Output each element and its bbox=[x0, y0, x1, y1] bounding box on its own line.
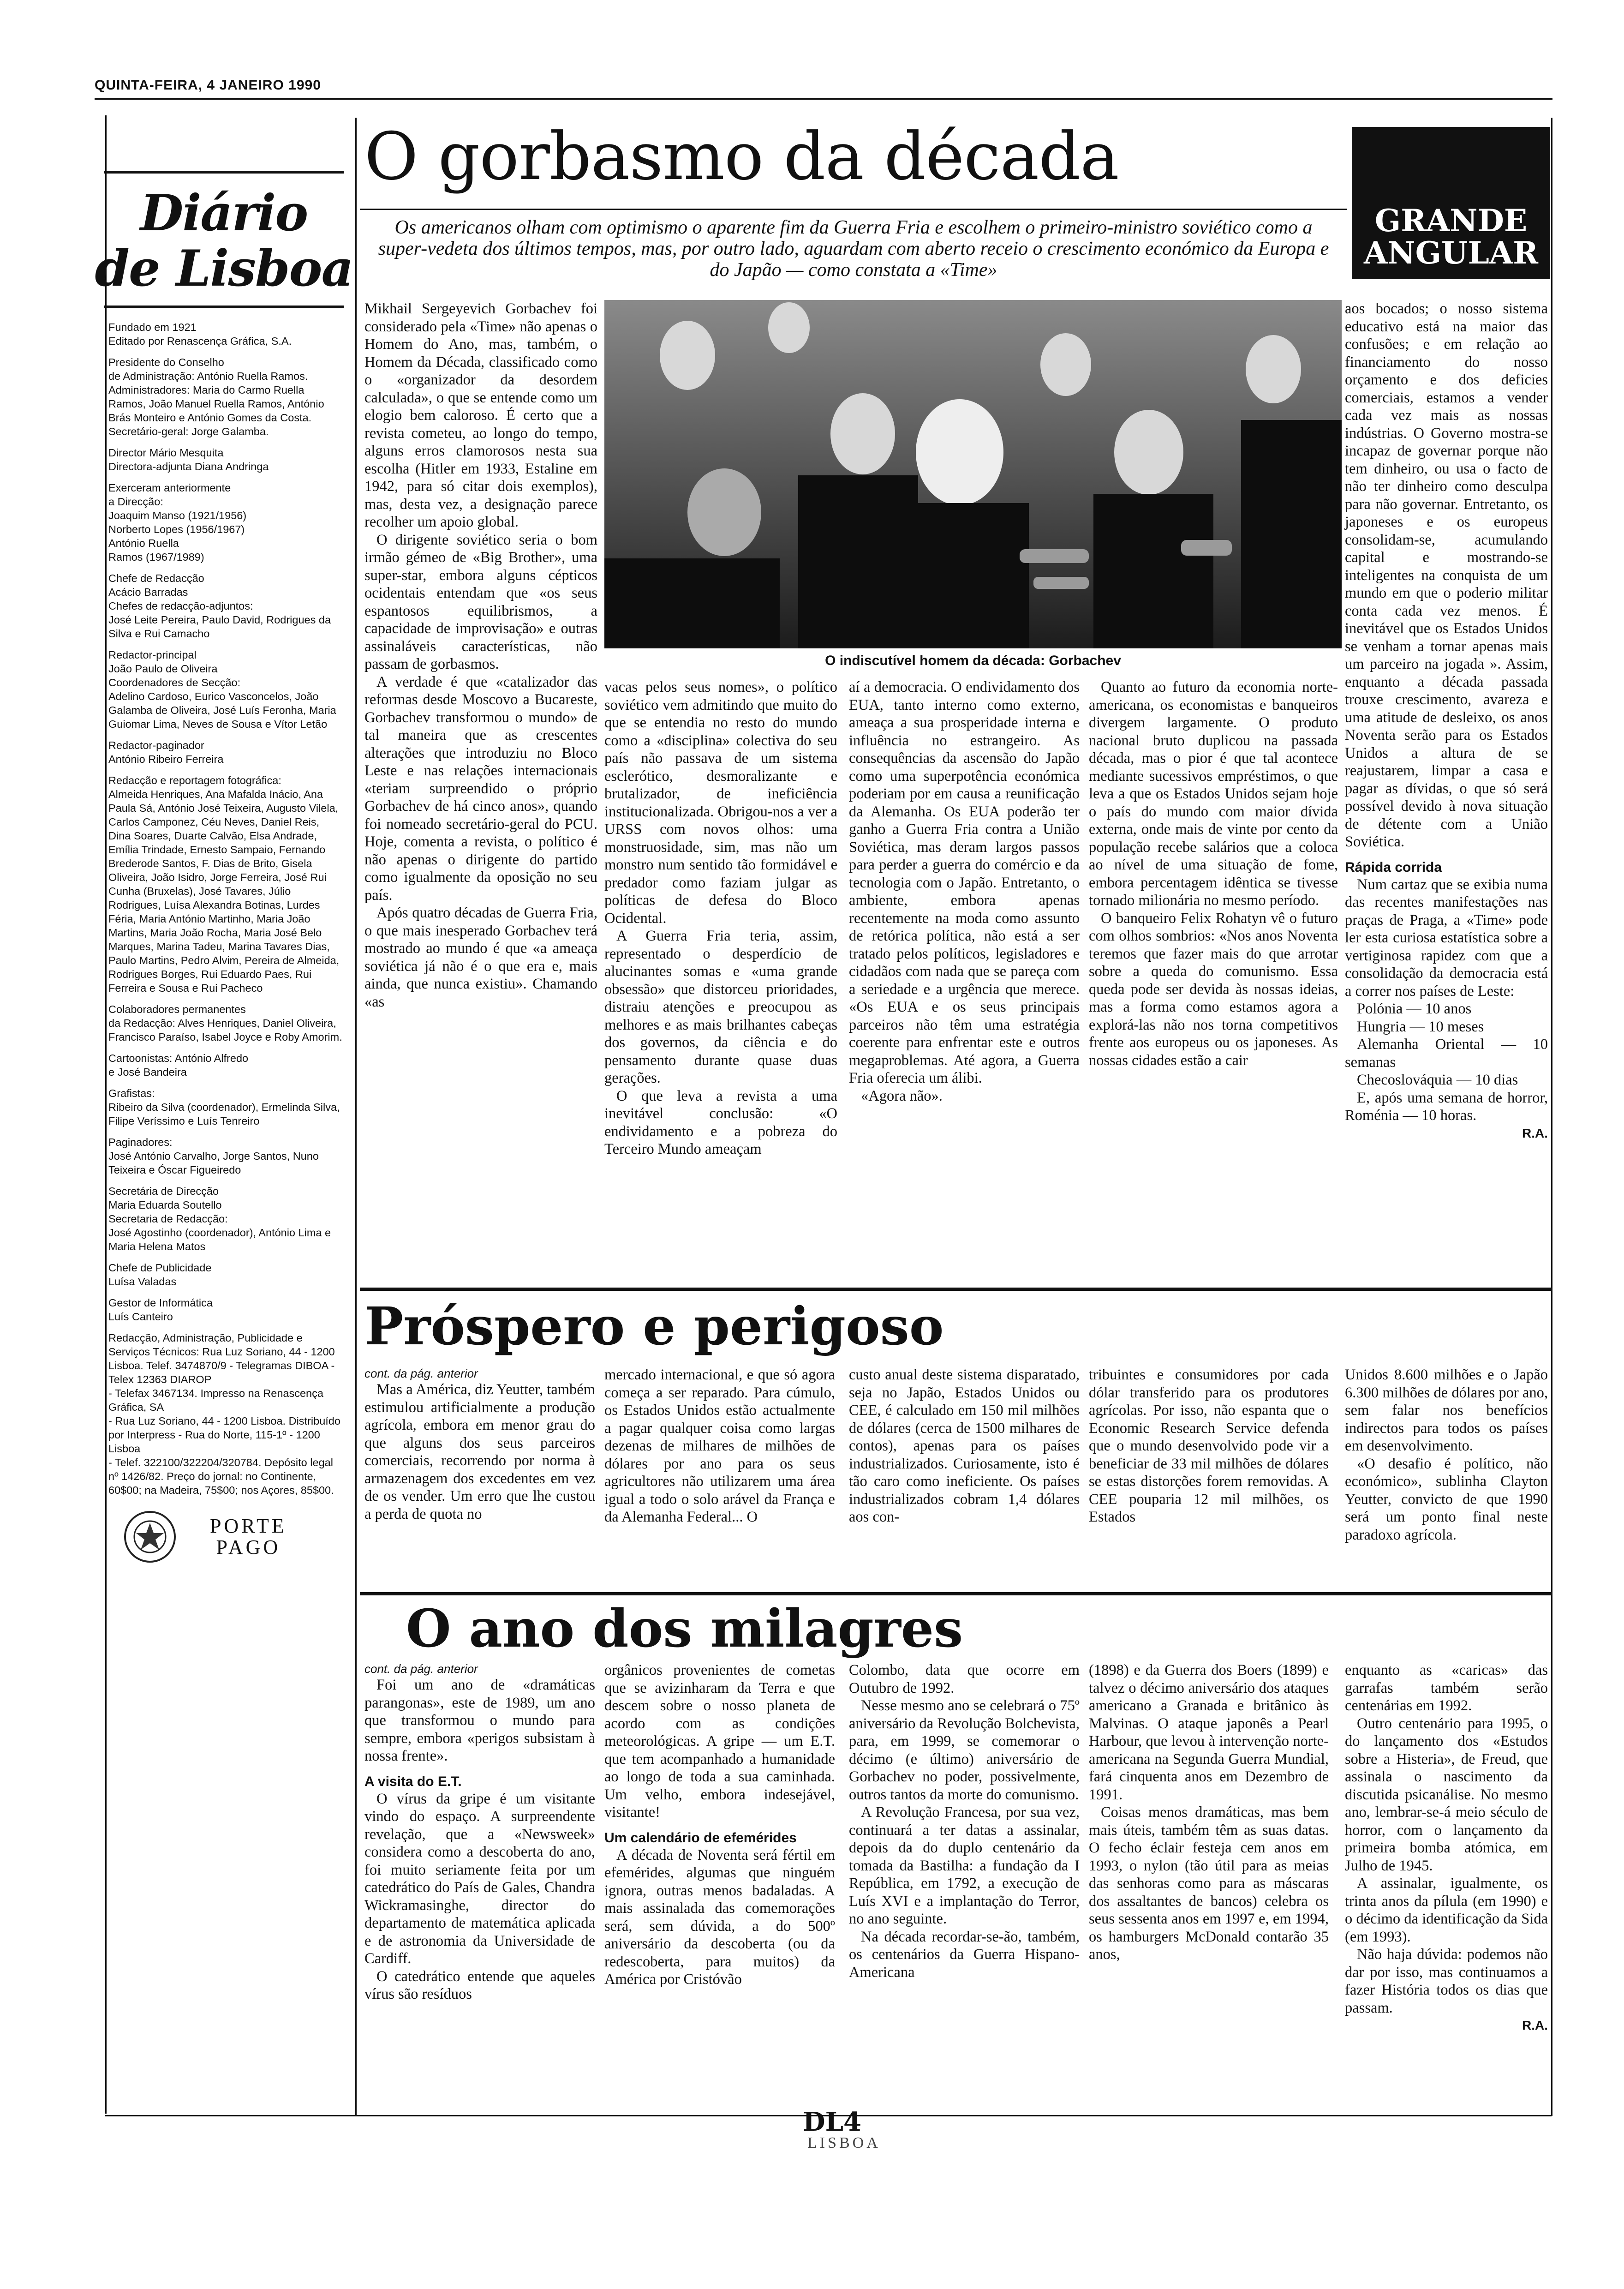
staff-block: Chefe de Redacção Acácio Barradas Chefes de redacção-adjuntos: José Leite Pereira, Paulo David, Rodrigues da Silva e Rui Camacho bbox=[108, 572, 331, 640]
article-column: orgânicos provenientes de cometas que se avizinharam da Terra e que descem sobre o nosso planeta de acordo com as condições meteorológicas. A gripe — um E.T. que tem acompanhado a humanidade ao longo de toda a sua caminhada. Um velho, embora indesejável, visitante! Um calendário de efemérides A década de Noventa será fértil em efemérides, algumas que ninguém ignora, outras menos badaladas. A mais assinalada das comemorações será, sem dúvida, a do 500º aniversário da descoberta (ou da redescoberta, para muitos) da América por Cristóvão bbox=[604, 1662, 835, 1988]
staff-block: Secretária de Direcção Maria Eduarda Soutello Secretaria de Redacção: José Agostinho (coordenador), António Lima e Maria Helena Matos bbox=[108, 1185, 331, 1252]
headline-rule bbox=[360, 209, 1347, 210]
postage-seal bbox=[122, 1509, 353, 1564]
article-headline: O gorbasmo da década bbox=[364, 119, 1119, 195]
article-deck: Os americanos olham com optimismo o aparente fim da Guerra Fria e escolhem o primeiro-ministro soviético como a super-vedeta dos últimos tempos, mas, por outro lado, aguardam com aberto receio o crescimento económico da Europa e do Japão — como constata a «Time» bbox=[378, 217, 1329, 281]
author-signature: R.A. bbox=[1522, 2018, 1548, 2032]
article-headline: O ano dos milagres bbox=[406, 1599, 963, 1659]
right-frame-rule bbox=[1551, 118, 1552, 2116]
staff-block: Redacção e reportagem fotográfica: Almeida Henriques, Ana Mafalda Inácio, Ana Paula Sá, António José Teixeira, Augusto Vilela, Carlos Camponez, Céu Neves, Daniel Reis, Dina Soares, Duarte Calvão, Elsa Andrade, Emília Trindade, Ernesto Sampaio, Fernando Brederode Santos, F. Dias de Brito, Gisela Oliveira, João Isidro, Jorge Ferreira, José Rui Cunha (Bruxelas), José Tavares, Júlio Rodrigues, Luísa Alexandra Botinas, Lurdes Féria, Maria António Martinho, Maria João Martins, Maria João Rocha, Maria José Belo Marques, Marina Tadeu, Marina Tavares Dias, Paulo Martins, Pedro Alvim, Pereira de Almeida, Rodrigues Borges, Rui Eduardo Paes, Rui Ferreira e Sousa e Rui Pacheco bbox=[108, 774, 340, 994]
founded-info: Fundado em 1921 Editado por Renascença Gráfica, S.A. bbox=[108, 321, 292, 347]
staff-block: Director Mário Mesquita Directora-adjunta Diana Andringa bbox=[108, 447, 269, 473]
staff-block: Chefe de Publicidade Luísa Valadas bbox=[108, 1262, 212, 1288]
section-divider bbox=[360, 1592, 1551, 1595]
gorbachev-photo bbox=[604, 300, 1342, 648]
article-column: Colombo, data que ocorre em Outubro de 1992. Nesse mesmo ano se celebrará o 75º aniversário da Revolução Bolchevista, para, em 1999, se comemorar o décimo (e último) aniversário de Gorbachev no poder, possivelmente, outros tantos da morte do comunismo. A Revolução Francesa, por sua vez, continuará a ter datas a assinalar, depois da do duplo centenário da tomada da Bastilha: a fundação da I República, em 1792, a execução de Luís XVI e a implantação do Terror, no ano seguinte. Na década recordar-se-ão, também, os centenários da Guerra Hispano-Americana bbox=[849, 1662, 1080, 1981]
staff-divider-rule bbox=[355, 118, 357, 2116]
author-signature: R.A. bbox=[1522, 1126, 1548, 1140]
subheading: A visita do E.T. bbox=[364, 1774, 462, 1789]
newspaper-logo: Diário de Lisboa bbox=[95, 184, 353, 298]
staff-block: Cartoonistas: António Alfredo e José Bandeira bbox=[108, 1052, 249, 1078]
staff-block: Colaboradores permanentes da Redacção: Alves Henriques, Daniel Oliveira, Francisco Paraíso, Isabel Joyce e Roby Amorim. bbox=[108, 1003, 342, 1043]
imprint-info: Redacção, Administração, Publicidade e Serviços Técnicos: Rua Luz Soriano, 44 - 1200 Lisboa. Telef. 3474870/9 - Telegramas DIBOA - Telex 12363 DIAROP - Telefax 3467134. Impresso na Renascença Gráfica, SA - Rua Luz Soriano, 44 - 1200 Lisboa. Distribuído por Interpress - Rua do Norte, 115-1º - 1200 Lisboa - Telef. 322100/322204/320784. Depósito legal nº 1426/82. Preço do jornal: no Continente, 60$00; na Madeira, 75$00; nos Açores, 85$00. bbox=[108, 1332, 340, 1496]
staff-block: Redactor-principal João Paulo de Oliveira Coordenadores de Secção: Adelino Cardoso, Eurico Vasconcelos, João Galamba de Oliveira, José Luís Feronha, Maria Guiomar Lima, Neves de Sousa e Vítor Letão bbox=[108, 649, 336, 730]
article-column: cont. da pág. anterior Mas a América, diz Yeutter, também estimulou artificialmente a produção agrícola, embora em menor grau do que alguns dos seus parceiros comerciais, recorrendo por norma à armazenagem dos excedentes em vez de os vender. Um erro que lhe custou a perda de quota no bbox=[364, 1366, 595, 1522]
staff-block: Exerceram anteriormente a Direcção: Joaquim Manso (1921/1956) Norberto Lopes (1956/1967) António Ruella Ramos (1967/1989) bbox=[108, 482, 247, 563]
porte-pago-label: PORTE PAGO bbox=[210, 1515, 287, 1558]
top-rule bbox=[95, 98, 1552, 100]
subheading: Um calendário de efemérides bbox=[604, 1830, 797, 1846]
article-headline: Próspero e perigoso bbox=[364, 1296, 944, 1357]
article-column: vacas pelos seus nomes», o político soviético vem admitindo que muito do que se entendia no resto do mundo como a «disciplina» colectiva do seu país não passava de um sistema esclerótico, desmoralizante e brutalizador, de ineficiência institucionalizada. Obrigou-nos a ver a URSS com novos olhos: uma monstruosidade, sim, mas não um monstro num sentido tão formidável e predador como faziam julgar as políticas de defesa do Bloco Ocidental. A Guerra Fria teria, assim, representado o desperdício de alucinantes somas e «uma grande obsessão» que distorceu prioridades, distraiu atenções e preocupou as melhores e as mais brilhantes cabeças dos governos, da ciência e do pensamento durante quase duas gerações. O que leva a revista a uma inevitável conclusão: «O endividamento e a pobreza do Terceiro Mundo ameaçam bbox=[604, 679, 837, 1157]
staff-block: Grafistas: Ribeiro da Silva (coordenador), Ermelinda Silva, Filipe Veríssimo e Luís Tenreiro bbox=[108, 1087, 340, 1127]
staff-block: Paginadores: José António Carvalho, Jorge Santos, Nuno Teixeira e Óscar Figueiredo bbox=[108, 1136, 319, 1176]
page-number-logo: DL4 bbox=[803, 2107, 861, 2137]
article-column: (1898) e da Guerra dos Boers (1899) e talvez o décimo aniversário dos ataques americano a Granada e britânico às Malvinas. O ataque japonês a Pearl Harbour, que levou à intervenção norte-americana na Segunda Guerra Mundial, fará cinquenta anos em Dezembro de 1991. Coisas menos dramáticas, mas bem mais úteis, também têm as suas datas. O fecho éclair festeja cem anos em 1993, o nylon (tão útil para as meias das senhoras como para as máscaras dos assaltantes de bancos) celebra os seus sessenta anos em 1997 e, em 1994, os hamburgers McDonald contarão 35 anos, bbox=[1089, 1662, 1329, 1963]
section-badge: GRANDE ANGULAR bbox=[1352, 127, 1550, 279]
article-column: tribuintes e consumidores por cada dólar transferido para os produtores agrícolas. Por isso, não espanta que o Economic Research Service defenda que o mundo desenvolvido pode vir a beneficiar de 33 mil milhões de dólares se estas distorções forem removidas. A CEE pouparia 12 mil milhões, os Estados bbox=[1089, 1366, 1329, 1525]
subheading: Rápida corrida bbox=[1345, 859, 1442, 875]
section-divider bbox=[360, 1288, 1551, 1291]
coat-of-arms-icon bbox=[122, 1509, 178, 1564]
article-column: enquanto as «caricas» das garrafas também serão centenárias em 1992. Outro centenário para 1995, o do lançamento dos «Estudos sobre a Histeria», de Freud, que assinala o nascimento da discutida psicanálise. No mesmo ano, lembrar-se-á meio século de horror, com o lançamento da primeira bomba atómica, em Julho de 1945. A assinalar, igualmente, os trinta anos da pílula (em 1990) e o décimo da identificação da Sida (em 1993). Não haja dúvida: podemos não dar por isso, mas continuamos a fazer História todos os dias que passam. R.A. bbox=[1345, 1661, 1548, 2035]
article-column: aí a democracia. O endividamento dos EUA, tanto interno como externo, ameaça a sua prosperidade interna e influência no estrangeiro. As consequências da ascensão do Japão como uma superpotência económica poderiam por em causa a reunificação da Alemanha. Os EUA poderão ter ganho a Guerra Fria contra a União Soviética, mas deram largos passos para perder a guerra do comércio e da tecnologia com o Japão. Entretanto, o ambiente, embora apenas recentemente na moda como assunto de retórica política, não está a ser tratado pelos políticos, legisladores e cidadãos com nada que se pareça com a seriedade e a urgência que merece. «Os EUA e os seus principais parceiros não têm uma estratégia coerente para enfrentar este e outros megaproblemas. Até agora, a Guerra Fria oferecia um álibi. «Agora não». bbox=[849, 679, 1080, 1104]
article-column: custo anual deste sistema disparatado, seja no Japão, Estados Unidos ou CEE, é calculado em 150 mil milhões de dólares (cerca de 1500 milhares de contos), apenas para os países industrializados. Curiosamente, isto é tão caro como ineficiente. Os países industrializados cobram 1,4 dólares aos con- bbox=[849, 1366, 1080, 1525]
article-column: Unidos 8.600 milhões e o Japão 6.300 milhões de dólares por ano, sem falar nos benefícios indirectos para todos os países em desenvolvimento. «O desafio é político, não económico», sublinha Clayton Yeutter, convicto de que 1990 será um ponto final neste paradoxo agrícola. bbox=[1345, 1366, 1548, 1543]
article-column: Quanto ao futuro da economia norte-americana, os economistas e banqueiros divergem largamente. O produto nacional bruto duplicou na passada década, mas o pior é que tal acontece mediante sucessivos empréstimos, o que leva a que os Estados Unidos sejam hoje o país do mundo com maior dívida externa, onde mais de vinte por cento da população recebe salários que a coloca ao nível de uma situação de fome, embora percentagem idêntica se tivesse tornado milionária no mesmo período. O banqueiro Felix Rohatyn vê o futuro com olhos sombrios: «Nos anos Noventa teremos que fazer mais do que arrotar sobre a queda do comunismo. Essa queda pode ser devida às nossas ideias, mas a forma como estamos agora a explorá-las não nos torna competitivos frente aos europeus ou os japoneses. As nossas cidades estão a cair bbox=[1089, 679, 1338, 1069]
article-column: cont. da pág. anterior Foi um ano de «dramáticas parangonas», este de 1989, um ano que transformou o mundo para sempre, embora «perigos subsistam à nossa frente». A visita do E.T. O vírus da gripe é um visitante vindo do espaço. A surpreendente revelação, que a «Newsweek» considera como a descoberta do ano, foi muito seriamente feita por um catedrático do País de Gales, Chandra Wickramasinghe, director do departamento de matemática aplicada e de astronomia da Universidade de Cardiff. O catedrático entende que aqueles vírus são resíduos bbox=[364, 1662, 595, 2002]
masthead-bottom-rule bbox=[104, 306, 344, 308]
staff-block: Gestor de Informática Luís Canteiro bbox=[108, 1297, 213, 1323]
page-date: QUINTA-FEIRA, 4 JANEIRO 1990 bbox=[95, 78, 321, 93]
footer-label: LISBOA bbox=[807, 2134, 881, 2151]
staff-block: Redactor-paginador António Ribeiro Ferreira bbox=[108, 739, 224, 765]
masthead-column bbox=[95, 171, 353, 2012]
photo-caption: O indiscutível homem da década: Gorbachev bbox=[825, 653, 1121, 668]
article-column: mercado internacional, e que só agora começa a ser reparado. Para cúmulo, os Estados Unidos estão actualmente a pagar qualquer coisa como largas dezenas de milhares de milhões de dólares por ano para os seus agricultores não utilizarem uma área igual a todo o solo arável da França e da Alemanha Federal... O bbox=[604, 1366, 835, 1525]
article-column: Mikhail Sergeyevich Gorbachev foi considerado pela «Time» não apenas o Homem do Ano, mas, também, o Homem da Década, classificado como o «organizador da desordem calculada», o que se entende como um elogio bem caloroso. É certo que a revista cometeu, ao longo do tempo, alguns erros clamorosos nesta sua escolha (Hitler em 1933, Estaline em 1942, para só citar dois exemplos), mas, desta vez, a designação parece recolher um apoio global. O dirigente soviético seria o bom irmão gémeo de «Big Brother», uma super-star, embora alguns cépticos ocidentais entendam que «os seus espantosos equilibrismos, a capacidade de improvisação» e outras assinaláveis características, não passam de gorbasmos. A verdade é que «catalizador das reformas desde Moscovo a Bucareste, Gorbachev transformou o mundo» de tal maneira que as crescentes alterações que introduziu no Bloco Leste e nas relações internacionais «teriam surpreendido o próprio Gorbachev de há cinco anos», quando foi nomeado secretário-geral do PCU. Hoje, comenta a revista, o político é não apenas o dirigente do partido como igualmente da oposição no seu país. Após quatro décadas de Guerra Fria, o que mais inesperado Gorbachev terá mostrado ao mundo é que «a ameaça soviética já não é o que era e, mais ainda, que nunca existiu». Chamando «as bbox=[364, 300, 597, 1010]
article-column: aos bocados; o nosso sistema educativo está na maior das confusões; e em relação ao financiamento do nosso orçamento e dos deficies comerciais, estamos a vender cada vez mais as nossas indústrias. O Governo mostra-se incapaz de governar porque não tem dinheiro, ou usa o facto de não ter dinheiro como desculpa para não governar. Entretanto, os japoneses e os europeus consolidam-se, acumulando capital e mostrando-se inteligentes na conquista de um mundo em que o poderio militar conta cada vez menos. É inevitável que os Estados Unidos se venham a tornar apenas mais um parceiro na jogada ». Assim, enquanto a década passada trouxe crescimento, avareza e uma atitude de desleixo, os anos Noventa serão para os Estados Unidos a altura de se reajustarem, limpar a casa e pagar as dívidas, o que só será possível devido à nova situação de détente com a União Soviética. Rápida corrida Num cartaz que se exibia numa das recentes manifestações nas praças de Praga, a «Time» pode ler esta curiosa estatística sobre a vertiginosa rapidez com que a consolidação da democracia está a correr nos países de Leste: Polónia — 10 anos Hungria — 10 meses Alemanha Oriental — 10 semanas Checoslováquia — 10 dias E, após uma semana de horror, Roménia — 10 horas. R.A. bbox=[1345, 300, 1548, 1142]
masthead-top-rule bbox=[104, 171, 344, 174]
staff-block: Presidente do Conselho de Administração: António Ruella Ramos. Administradores: Maria do Carmo Ruella Ramos, João Manuel Ruella Ramos, António Brás Monteiro e António Gomes da Costa. Secretário-geral: Jorge Galamba. bbox=[108, 356, 324, 437]
